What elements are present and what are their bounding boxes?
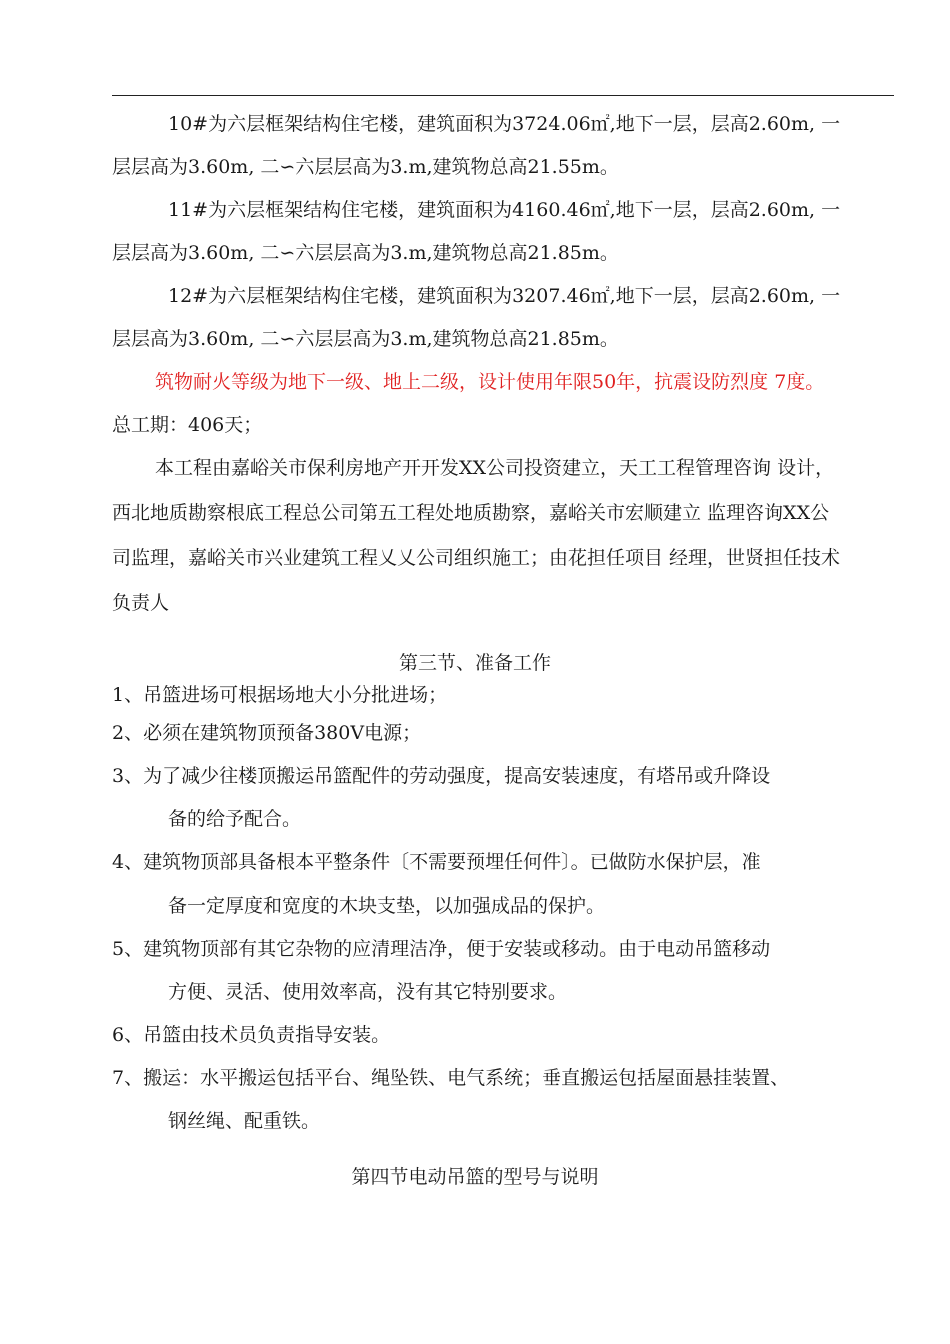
section-3-title: 第三节、准备工作 [398,652,551,674]
parties-line-1: 本工程由嘉峪关市保利房地产开开发XX公司投资建立，天工工程管理咨询 设计， [155,457,835,479]
fire-rating-line: 筑物耐火等级为地下一级、地上二级，设计使用年限50年，抗震设防烈度 7度。 [155,371,825,393]
section-4-title: 第四节电动吊篮的型号与说明 [351,1166,599,1188]
list-item: 1、吊篮进场可根据场地大小分批进场； [112,684,448,706]
building-11-line-2: 层层高为3.60m, 二∽六层层高为3.m,建筑物总高21.85m。 [112,242,619,264]
list-item: 3、为了减少往楼顶搬运吊篮配件的劳动强度，提高安装速度，有塔吊或升降设 [112,765,771,787]
list-item-continuation: 钢丝绳、配重铁。 [168,1110,321,1132]
building-12-line-2: 层层高为3.60m, 二∽六层层高为3.m,建筑物总高21.85m。 [112,328,619,350]
header-rule [112,95,894,96]
building-10-line-2: 层层高为3.60m, 二∽六层层高为3.m,建筑物总高21.55m。 [112,156,619,178]
building-10-line-1: 10#为六层框架结构住宅楼，建筑面积为3724.06㎡,地下一层，层高2.60m, 一 [168,113,841,135]
building-11-line-1: 11#为六层框架结构住宅楼，建筑面积为4160.46㎡,地下一层，层高2.60m, 一 [168,199,841,221]
list-item-continuation: 方便、灵活、使用效率高，没有其它特别要求。 [168,981,568,1003]
list-item: 2、必须在建筑物顶预备380V电源； [112,722,422,744]
parties-line-3: 司监理，嘉峪关市兴业建筑工程乂乂公司组织施工；由花担任项目 经理，世贤担任技术 [112,547,841,569]
list-item-continuation: 备一定厚度和宽度的木块支垫，以加强成品的保护。 [168,895,606,917]
list-item: 4、建筑物顶部具备根本平整条件〔不需要预埋任何件〕。已做防水保护层，准 [112,851,761,873]
list-item-continuation: 备的给予配合。 [168,808,302,830]
duration-line: 总工期：406天； [112,414,263,436]
list-item: 5、建筑物顶部有其它杂物的应清理洁净，便于安装或移动。由于电动吊篮移动 [112,938,771,960]
parties-line-4: 负责人 [112,592,170,614]
parties-line-2: 西北地质勘察根底工程总公司第五工程处地质勘察，嘉峪关市宏顺建立 监理咨询XX公 [112,502,830,524]
list-item: 7、搬运：水平搬运包括平台、绳坠铁、电气系统；垂直搬运包括屋面悬挂装置、 [112,1067,790,1089]
list-item: 6、吊篮由技术员负责指导安装。 [112,1024,391,1046]
building-12-line-1: 12#为六层框架结构住宅楼，建筑面积为3207.46㎡,地下一层，层高2.60m, 一 [168,285,841,307]
